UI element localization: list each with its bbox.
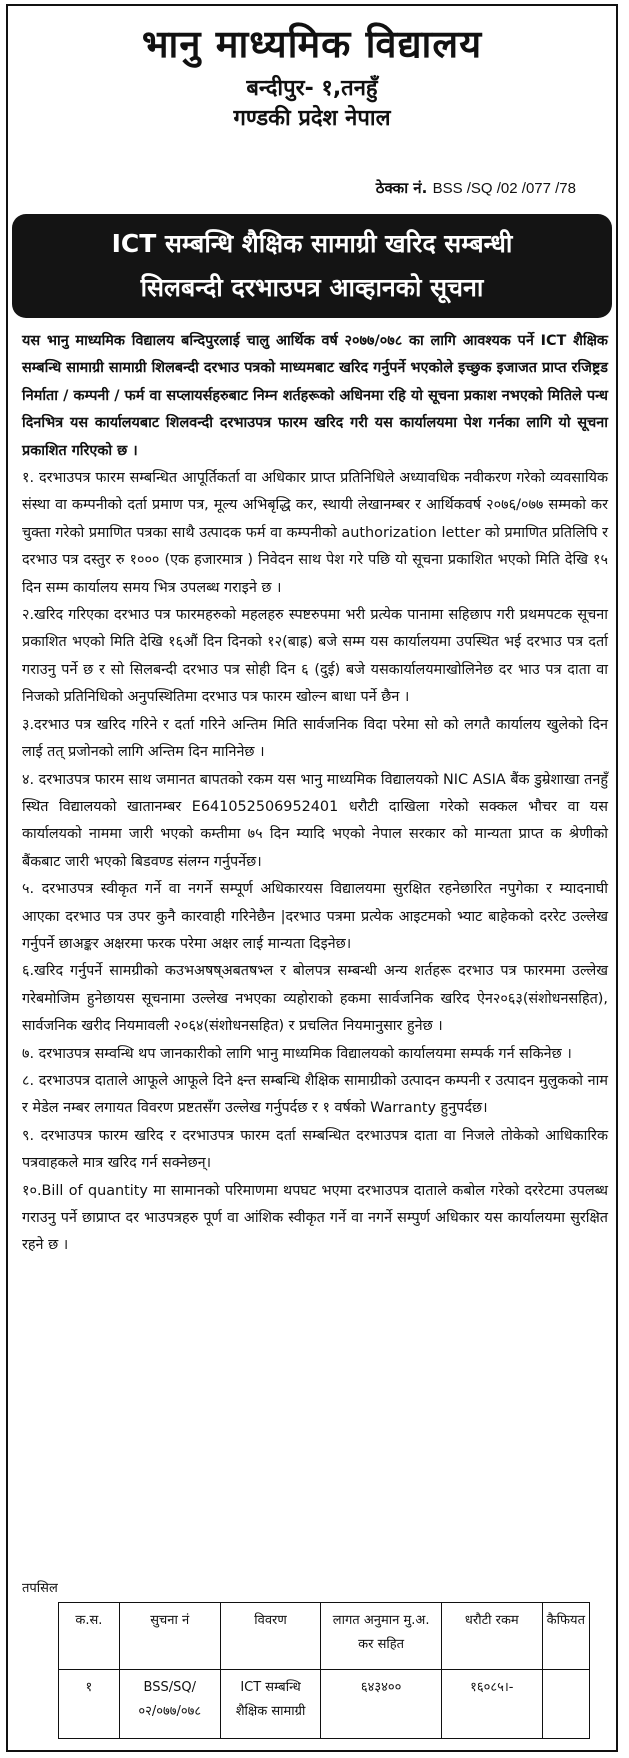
notice-title-banner: [12, 214, 612, 318]
condition-7: ७. दरभाउपत्र सम्वन्धि थप जानकारीको लागि भानु माध्यमिक विद्यालयको कार्यालयमा सम्पर्क गर्न सकिनेछ ।: [22, 1045, 572, 1062]
schedule-label: तपसिल: [22, 1581, 58, 1596]
cell-remarks: [542, 1670, 589, 1739]
col-header-deposit: धरौटी रकम: [441, 1603, 542, 1670]
condition-3: ३.दरभाउ पत्र खरिद गरिने र दर्ता गरिने अन्तिम मिति सार्वजनिक विदा परेमा सो को लगतै कार्यालय खुलेको दिन लाई तत् प्रजोनको लागि अन्तिम दिन मानिनेछ ।: [22, 716, 608, 761]
col-header-sn: क.स.: [59, 1603, 120, 1670]
cell-sn: १: [59, 1670, 120, 1739]
condition-8: ८. दरभाउपत्र दाताले आफूले आफूले दिने क्ष्न्त सम्बन्धि शैक्षिक सामाग्रीको उत्पादन कम्पनी र उत्पादन मुलुकको नाम र मेडेल नम्बर लगायत विवरण प्रष्टतसँग उल्लेख गर्नुपर्दछ र १ वर्षको Warranty हुनुपर्दछ।: [22, 1072, 608, 1117]
cell-cost-estimate: ६४३४००: [321, 1670, 442, 1739]
table-header-row: [59, 1603, 590, 1670]
cell-deposit: १६०८५।-: [441, 1670, 542, 1739]
condition-10: १०.Bill of quantity मा सामानको परिमाणमा थपघट भएमा दरभाउपत्र दाताले कबोल गरेको दररेटमा उपलब्ध गराउनु पर्ने छाप्राप्त दर भाउपत्रहरु पूर्ण वा आंशिक स्वीकृत गर्ने वा नगर्ने सम्पुर्ण अधिकार यस कार्यालयमा सुरक्षित रहने छ ।: [22, 1182, 608, 1254]
notice-body: [22, 328, 608, 1260]
school-address: बन्दीपुर- १,तनहुँ: [246, 76, 378, 101]
cell-description: ICT सम्बन्धि शैक्षिक सामाग्री: [220, 1670, 321, 1739]
col-header-notice-no: सुचना नं: [119, 1603, 220, 1670]
condition-9: ९. दरभाउपत्र फारम खरिद र दरभाउपत्र फारम दर्ता सम्बन्धित दरभाउपत्र दाता वा निजले तोकेको आधिकारिक पत्रवाहकले मात्र खरिद गर्न सक्नेछन्।: [22, 1127, 608, 1172]
condition-5: ५. दरभाउपत्र स्वीकृत गर्ने वा नगर्ने सम्पूर्ण अधिकारयस विद्यालयमा सुरक्षित रहनेछारित नपुगेका र म्यादनाघी आएका दरभाउ पत्र उपर कुनै कारवाही गरिनेछैन |दरभाउ पत्रमा प्रत्येक आइटमको भ्याट बाहेकको दररेट उल्लेख गर्नुपर्ने छाअङ्कर अक्षरमा फरक परेमा अक्षर लाई मान्यता दिइनेछ।: [22, 881, 608, 952]
banner-line-1: ICT सम्बन्धि शैक्षिक सामाग्री खरिद सम्बन्धी: [111, 229, 513, 258]
banner-line-2: सिलबन्दी दरभाउपत्र आव्हानको सूचना: [140, 273, 484, 302]
col-header-remarks: कैफियत: [542, 1603, 589, 1670]
condition-6: ६.खरिद गर्नुपर्ने सामग्रीको कउभअषष्अबतषभ्ल र बोलपत्र सम्बन्धी अन्य शर्तहरू दरभाउ पत्र फारममा उल्लेख गरेबमोजिम हुनेछायस सूचनामा उल्लेख नभएका व्यहोराको हकमा सार्वजनिक खरिद ऐन२०६३(संशोधनसहित), सार्वजनिक खरीद नियमावली २०६४(संशोधनसहित) र प्रचलित नियमानुसार हुनेछ ।: [22, 963, 608, 1035]
tender-number-value: BSS /SQ /02 /077 /78: [432, 180, 576, 197]
tender-number-label: ठेक्का नं.: [375, 179, 428, 197]
school-name: भानु माध्यमिक विद्यालय: [141, 22, 483, 66]
col-header-description: विवरण: [220, 1603, 321, 1670]
table-row: [59, 1670, 590, 1739]
province-line: गण्डकी प्रदेश नेपाल: [233, 106, 391, 131]
tender-notice: [6, 4, 618, 1752]
tender-number: [376, 178, 576, 198]
col-header-cost-estimate: लागत अनुमान मु.अ. कर सहित: [321, 1603, 442, 1670]
cell-notice-no: BSS/SQ/०२/०७७/०७८: [119, 1670, 220, 1739]
condition-2: २.खरिद गरिएका दरभाउ पत्र फारमहरुको महलहरु स्पष्टरुपमा भरी प्रत्येक पानामा सहिछाप गरी प्रथमपटक सूचना प्रकाशित भएको मिति देखि १६औं दिन दिनको १२(बाह्र) बजे सम्म यस कार्यालयमा उपस्थित भई दरभाउ पत्र दर्ता गराउनु पर्ने छ र सो सिलबन्दी दरभाउ पत्र सोही दिन ६ (दुई) बजे यसकार्यालयमाखोलिनेछ दर भाउ पत्र दाता वा निजको प्रतिनिधिको अनुपस्थितिमा दरभाउ पत्र फारम खोल्न बाधा पर्ने छैन ।: [22, 607, 608, 706]
condition-4: ४. दरभाउपत्र फारम साथ जमानत बापतको रकम यस भानु माध्यमिक विद्यालयको NIC ASIA बैंक डुम्रेशाखा तनहुँ स्थित विद्यालयको खातानम्बर E641052506952401 धरौटी दाखिला गरेको सक्कल भौचर वा यस कार्यालयको नाममा जारी भएको कम्तीमा ७५ दिन म्यादि भएको नेपाल सरकार को मान्यता प्राप्त क श्रेणीको बैंकबाट जारी भएको बिडवण्ड संलग्न गर्नुपर्नेछ।: [22, 771, 608, 870]
intro-paragraph: यस भानु माध्यमिक विद्यालय बन्दिपुरलाई चालु आर्थिक वर्ष २०७७/०७८ का लागि आवश्यक पर्ने ICT शैक्षिक सम्बन्धि सामाग्री सामाग्री शिलबन्दी दरभाउ पत्रको माध्यमबाट खरिद गर्नुपर्ने भएकोले इच्छुक इजाजत प्राप्त रजिष्ट्रड निर्माता / कम्पनी / फर्म वा सप्लायर्सहरुबाट निम्न शर्तहरूको अधिनमा रहि यो सूचना प्रकाश नभएको मितिले पन्ध दिनभित्र यस कार्यालयबाट शिलवन्दी दरभाउपत्र फारम खरिद गरी यस कार्यालयमा पेश गर्नका लागि यो सूचना प्रकाशित गरिएको छ ।: [22, 333, 608, 459]
items-table: [58, 1602, 590, 1739]
condition-1: १. दरभाउपत्र फारम सम्बन्धित आपूर्तिकर्ता वा अधिकार प्राप्त प्रतिनिधिले अध्यावधिक नवीकरण गरेको व्यवसायिक संस्था वा कम्पनीको दर्ता प्रमाण पत्र, मूल्य अभिबृद्धि कर, स्थायी लेखानम्बर र आर्थिकवर्ष २०७६/०७७ सम्मको कर चुक्ता गरेको प्रमाणित पत्रका साथै उत्पादक फर्म वा कम्पनीको authorization letter को प्रमाणित प्रतिलिपि र दरभाउ पत्र दस्तुर रु १००० (एक हजारमात्र ) निवेदन साथ पेश गरे पछि यो सूचना प्रकाशित भएको मिति देखि १५ दिन सम्म कार्यालय समय भित्र उपलब्ध गराइने छ ।: [22, 470, 608, 596]
